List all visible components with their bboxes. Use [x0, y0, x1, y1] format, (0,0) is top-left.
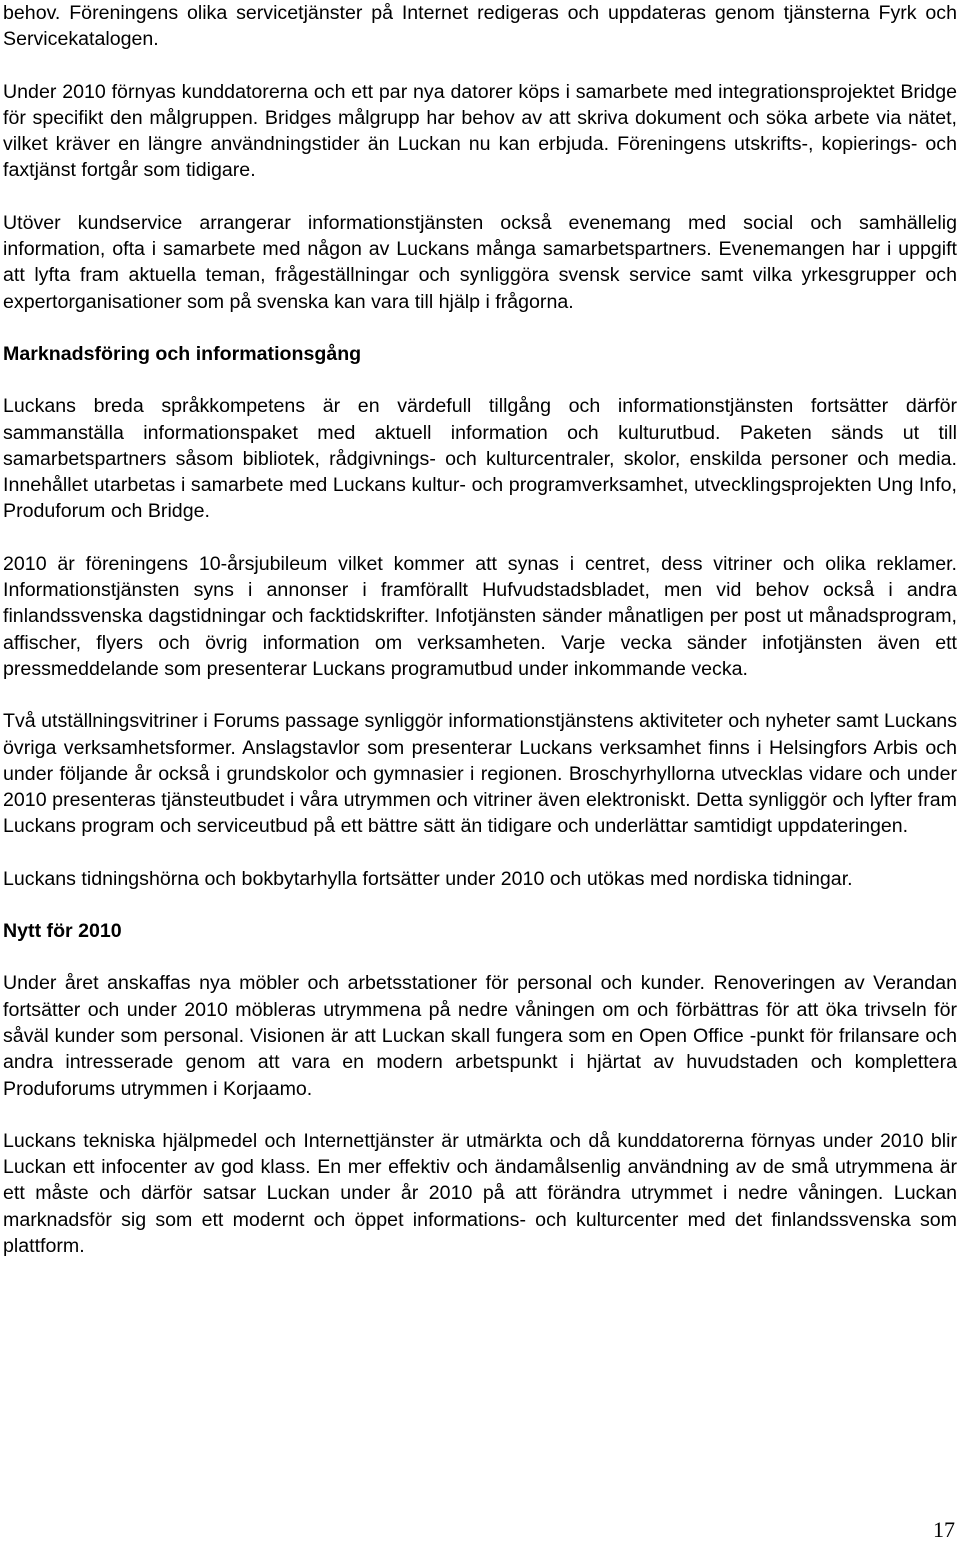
page-number: 17 [933, 1517, 955, 1542]
section-heading-marketing: Marknadsföring och informationsgång [3, 342, 362, 365]
paragraph-computers: Under 2010 förnyas kunddatorerna och ett par nya datorer köps i samarbete med integrationsprojektet Bridge för specifikt den målgruppen. Bridges målgrupp har behov av att skriva dokument och söka arbete via nätet, vilket kräver en längre användningstider än Luckan nu kan erbjuda. Föreningens utskrifts-, kopierings- och faxtjänst fortgår som tidigare. [3, 80, 957, 182]
paragraph-newspaper-corner: Luckans tidningshörna och bokbytarhylla fortsätter under 2010 och utökas med nordiska tidningar. [3, 867, 853, 890]
document-page [3, 0, 957, 1259]
paragraph-technical-aids: Luckans tekniska hjälpmedel och Internettjänster är utmärkta och då kunddatorerna förnyas under 2010 blir Luckan ett infocenter av god klass. En mer effektiv och ändamålsenlig användning av de små utrymmena är ett måste och därför satsar Luckan under år 2010 på att förändra utrymmet i nedre våningen. Luckan marknadsför sig som ett modernt och öppet informations- och kulturcenter med det finlandssvenska som plattform. [3, 1129, 957, 1257]
paragraph-events: Utöver kundservice arrangerar informationstjänsten också evenemang med social och samhällelig information, ofta i samarbete med någon av Luckans många samarbetspartners. Evenemangen har i uppgift att lyfta fram aktuella teman, frågeställningar och synliggöra svensk service samt vilka yrkesgrupper och expertorganisationer som på svenska kan vara till hjälp i frågorna. [3, 211, 957, 313]
paragraph-continuation: behov. Föreningens olika servicetjänster på Internet redigeras och uppdateras genom tjänsterna Fyrk och Servicekatalogen. [3, 2, 957, 51]
section-heading-new-2010: Nytt för 2010 [3, 920, 122, 943]
paragraph-info-packages: Luckans breda språkkompetens är en värdefull tillgång och informationstjänsten fortsätter därför sammanställa informationspaket med aktuell information och kulturutbud. Paketen sänds ut till samarbetspartners såsom bibliotek, rådgivnings- och kulturcentraler, skolor, enskilda personer och media. Innehållet utarbetas i samarbete med Luckans kultur- och programverksamhet, utvecklingsprojekten Ung Info, Produforum och Bridge. [3, 395, 957, 523]
paragraph-anniversary: 2010 är föreningens 10-årsjubileum vilket kommer att synas i centret, dess vitriner och olika reklamer. Informationstjänsten syns i annonser i framförallt Hufvudstadsbladet, men vid behov också i andra finlandssvenska dagstidningar och facktidskrifter. Infotjänsten sänder månatligen per post ut månadsprogram, affischer, flyers och övrig information om verksamheten. Varje vecka sänder infotjänsten även ett pressmeddelande som presenterar Luckans programutbud under inkommande vecka. [3, 552, 957, 680]
paragraph-showcases: Två utställningsvitriner i Forums passage synliggör informationstjänstens aktiviteter och nyheter samt Luckans övriga verksamhetsformer. Anslagstavlor som presenterar Luckans verksamhet finns i Helsingfors Arbis och under följande år också i grundskolor och gymnasier i regionen. Broschyrhyllorna utvecklas vidare och under 2010 presenteras tjänsteutbudet i våra utrymmen och vitriner även elektroniskt. Detta synliggör och lyfter fram Luckans program och serviceutbud på ett bättre sätt än tidigare och underlättar samtidigt uppdateringen. [3, 710, 957, 838]
paragraph-furniture: Under året anskaffas nya möbler och arbetsstationer för personal och kunder. Renoveringen av Verandan fortsätter och under 2010 möbleras utrymmena på nedre våningen om och förbättras för att öka trivseln för såväl kunder som personal. Visionen är att Luckan skall fungera som en Open Office -punkt för frilansare och andra intresserade genom att vara en modern arbetspunkt i hjärtat av huvudstaden och komplettera Produforums utrymmen i Korjaamo. [3, 972, 957, 1100]
